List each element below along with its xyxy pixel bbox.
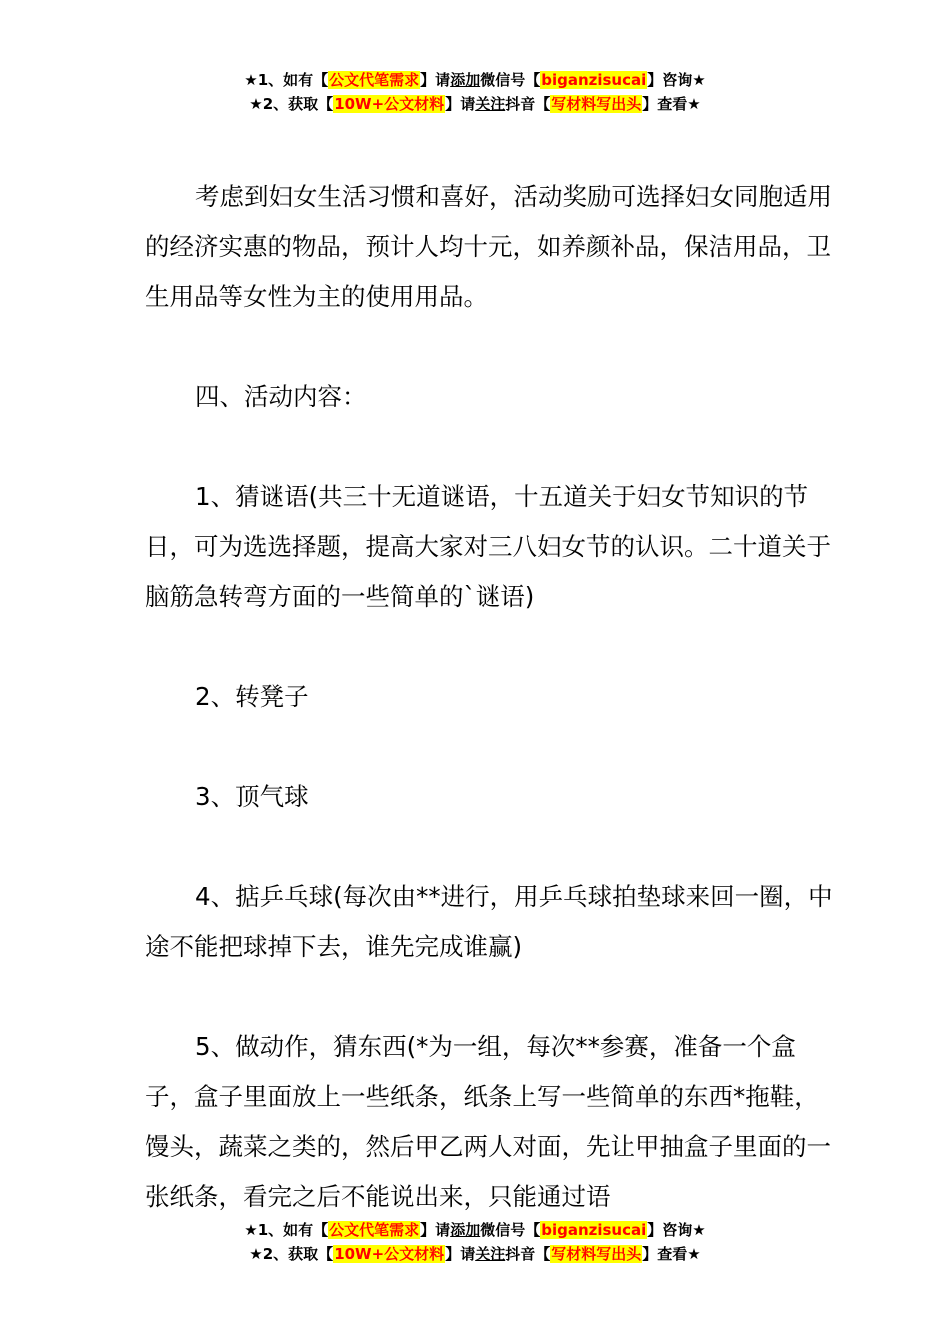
section-heading-activities: 四、活动内容： xyxy=(195,382,367,411)
banner-line-1 xyxy=(0,1218,950,1242)
banner-line-1 xyxy=(0,68,950,92)
banner-text: 微信号【 xyxy=(480,1221,541,1239)
banner-underline: 关注 xyxy=(475,1245,506,1263)
paragraph-riddles: 1、猜谜语(共三十无道谜语，十五道关于妇女节知识的节日，可为选选择题，提高大家对三八妇女节的认识。二十道关于脑筋急转弯方面的一些简单的`谜语) xyxy=(145,482,831,611)
banner-line-2 xyxy=(0,1242,950,1266)
banner-text: 】查看★ xyxy=(642,95,701,113)
paragraph-pingpong: 4、掂乒乓球(每次由**进行，用乒乓球拍垫球来回一圈，中途不能把球掉下去，谁先完成谁赢) xyxy=(145,882,833,961)
banner-text: ★1、如有【 xyxy=(244,71,329,89)
banner-highlight: 10W+公文材料 xyxy=(334,95,445,113)
banner-text: 抖音【 xyxy=(505,95,551,113)
banner-text: 】咨询★ xyxy=(647,71,706,89)
banner-highlight: biganzisucai xyxy=(541,1221,647,1239)
paragraph-rewards: 考虑到妇女生活习惯和喜好，活动奖励可选择妇女同胞适用的经济实惠的物品，预计人均十元，如养颜补品，保洁用品，卫生用品等女性为主的使用用品。 xyxy=(145,182,832,311)
banner-highlight: 10W+公文材料 xyxy=(334,1245,445,1263)
paragraph-stool: 2、转凳子 xyxy=(195,682,309,711)
banner-text: 微信号【 xyxy=(480,71,541,89)
banner-underline: 添加 xyxy=(450,71,481,89)
paragraph-charades: 5、做动作，猜东西(*为一组，每次**参赛，准备一个盒子，盒子里面放上一些纸条，纸条上写一些简单的东西*拖鞋，馒头，蔬菜之类的，然后甲乙两人对面，先让甲抽盒子里面的一张纸条，看完之后不能说出来，只能通过语 xyxy=(145,1032,831,1211)
banner-text: 】请 xyxy=(420,1221,451,1239)
banner-text: ★2、获取【 xyxy=(249,1245,334,1263)
banner-text: 】请 xyxy=(420,71,451,89)
banner-highlight: 写材料写出头 xyxy=(551,1245,642,1263)
banner-text: 】请 xyxy=(445,1245,476,1263)
banner-text: ★1、如有【 xyxy=(244,1221,329,1239)
banner-underline: 关注 xyxy=(475,95,506,113)
banner-text: 】查看★ xyxy=(642,1245,701,1263)
banner-underline: 添加 xyxy=(450,1221,481,1239)
banner-text: ★2、获取【 xyxy=(249,95,334,113)
banner-highlight: 公文代笔需求 xyxy=(329,1221,420,1239)
banner-highlight: 写材料写出头 xyxy=(551,95,642,113)
banner-text: 】咨询★ xyxy=(647,1221,706,1239)
banner-highlight: biganzisucai xyxy=(541,71,647,89)
footer-banner xyxy=(0,1218,950,1266)
header-banner xyxy=(0,68,950,116)
banner-highlight: 公文代笔需求 xyxy=(329,71,420,89)
document-body xyxy=(145,172,835,1222)
banner-line-2 xyxy=(0,92,950,116)
banner-text: 】请 xyxy=(445,95,476,113)
banner-text: 抖音【 xyxy=(505,1245,551,1263)
paragraph-balloon: 3、顶气球 xyxy=(195,782,309,811)
